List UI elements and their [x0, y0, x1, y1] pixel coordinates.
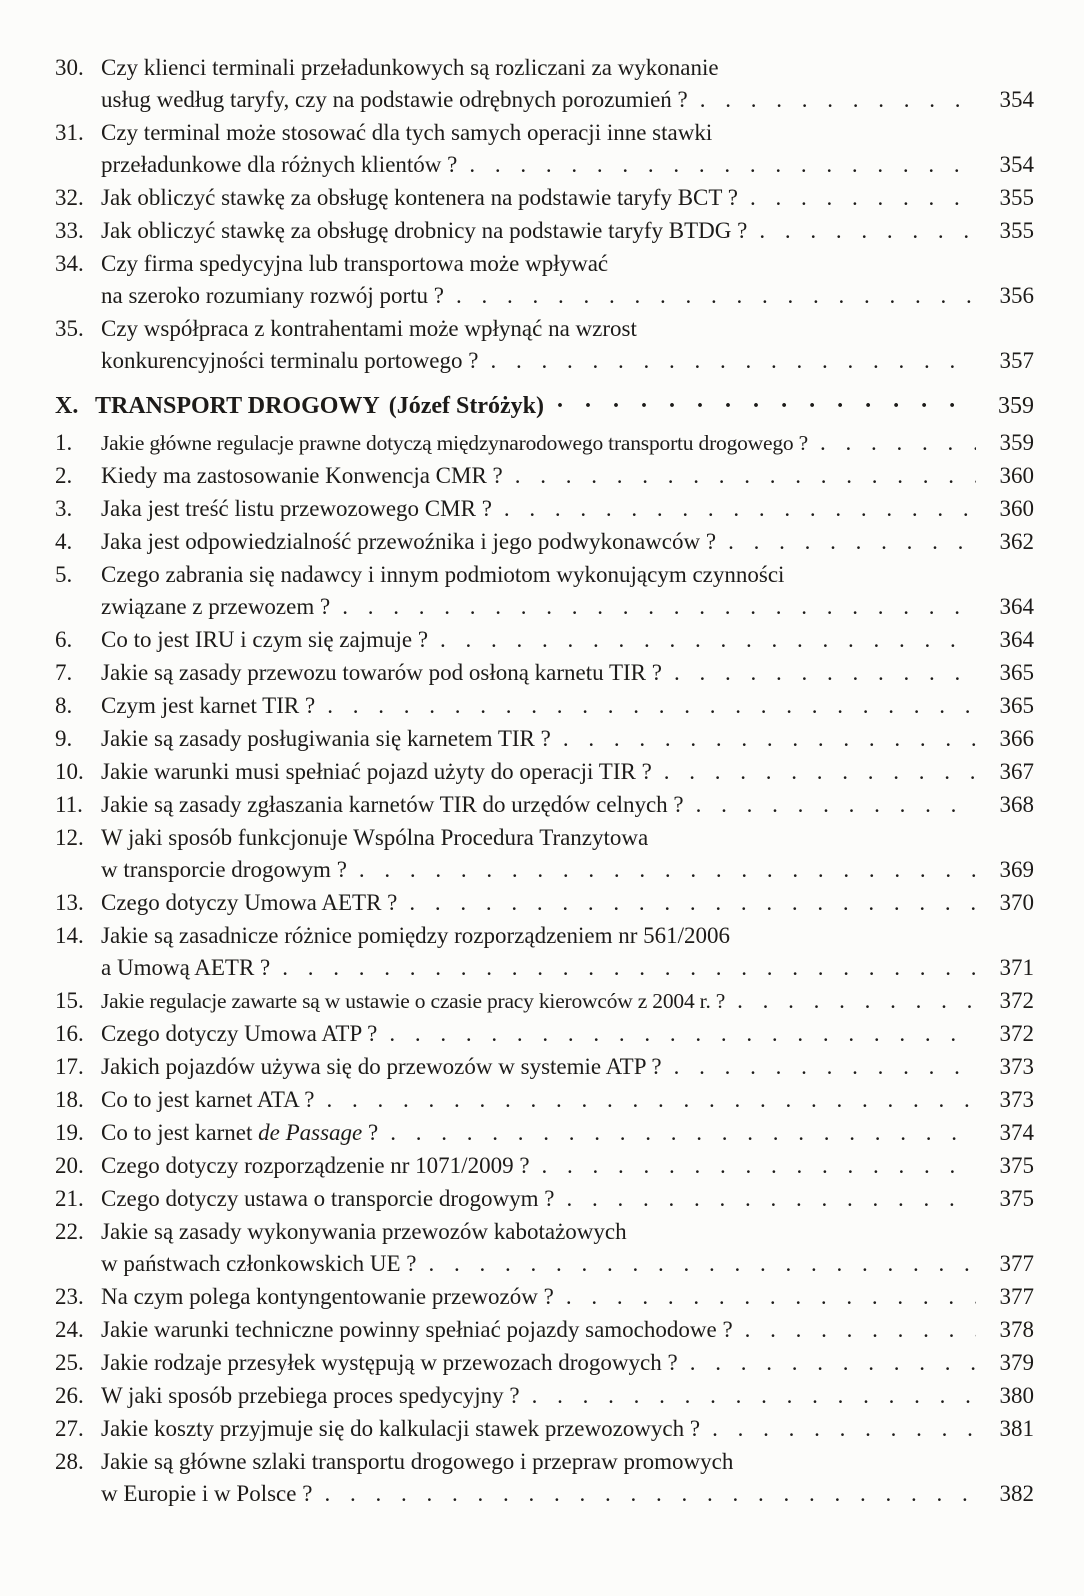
page-number: 364 [999, 594, 1034, 619]
entry-text: Czy firma spedycyjna lub transportowa może wpływać [101, 251, 609, 276]
entry-text: a Umową AETR ? [101, 955, 271, 980]
entry-number: 30. [55, 55, 84, 80]
toc-entry [55, 1117, 1034, 1149]
page-number: 359 [998, 393, 1034, 419]
dot-leader [674, 657, 976, 689]
entry-text: Jakie warunki musi spełniać pojazd użyty do operacji TIR ? [101, 759, 652, 784]
entry-text: Jakie koszty przyjmuje się do kalkulacji stawek przewozowych ? [101, 1416, 701, 1441]
entry-body [101, 215, 1034, 247]
entry-line [101, 723, 1034, 755]
toc-entry [55, 756, 1034, 788]
page-number: 356 [999, 283, 1034, 308]
toc-entry [55, 1347, 1034, 1379]
entry-number: 7. [55, 660, 73, 685]
entry-body [101, 1347, 1034, 1379]
toc-entry [55, 920, 1034, 984]
toc-entry [55, 215, 1034, 247]
page-number: 360 [999, 496, 1034, 521]
entry-number: 4. [55, 529, 73, 554]
entry-body [101, 756, 1034, 788]
entry-line [101, 1314, 1034, 1346]
entry-number: 28. [55, 1449, 84, 1474]
entry-line [101, 985, 1034, 1017]
toc-entry [55, 1413, 1034, 1445]
entry-body [101, 887, 1034, 919]
page-number: 370 [999, 890, 1034, 915]
entry-text: Kiedy ma zastosowanie Konwencja CMR ? [101, 463, 503, 488]
toc-entry [55, 822, 1034, 886]
entry-line [101, 1380, 1034, 1412]
toc-entry [55, 1051, 1034, 1083]
dot-leader [390, 1117, 976, 1149]
dot-leader [389, 1018, 976, 1050]
dot-leader [324, 1478, 976, 1510]
dot-leader [490, 345, 976, 377]
dot-leader [700, 84, 976, 116]
page-number: 359 [999, 430, 1034, 455]
page-number: 369 [999, 857, 1034, 882]
entry-line [101, 313, 1034, 345]
entry-number: 23. [55, 1284, 84, 1309]
entry-body [101, 1380, 1034, 1412]
entry-line [101, 182, 1034, 214]
entry-number: 21. [55, 1186, 84, 1211]
entry-line [101, 117, 1034, 149]
entry-body [101, 1018, 1034, 1050]
entry-line [101, 460, 1034, 492]
entry-line [101, 1084, 1034, 1116]
entry-line [101, 280, 1034, 312]
entry-line [101, 84, 1034, 116]
entry-text: związane z przewozem ? [101, 594, 331, 619]
entry-text: Jaka jest odpowiedzialność przewoźnika i jego podwykonawców ? [101, 529, 717, 554]
page-number: 374 [999, 1120, 1034, 1145]
toc-entry [55, 1446, 1034, 1510]
entry-number: 20. [55, 1153, 84, 1178]
page-number: 379 [999, 1350, 1034, 1375]
toc-entry [55, 1216, 1034, 1280]
entry-text: Czego dotyczy ustawa o transporcie drogowym ? [101, 1186, 555, 1211]
toc-entry [55, 887, 1034, 919]
dot-leader [820, 427, 976, 459]
page-number: 377 [999, 1284, 1034, 1309]
entry-line [101, 1018, 1034, 1050]
page-number: 362 [999, 529, 1034, 554]
dot-leader [440, 624, 976, 656]
entry-line [101, 1446, 1034, 1478]
entry-line [101, 952, 1034, 984]
entry-line [101, 248, 1034, 280]
entry-line [101, 690, 1034, 722]
entry-body [101, 117, 1034, 181]
toc-entry [55, 789, 1034, 821]
entry-line [101, 789, 1034, 821]
dot-leader [326, 1084, 976, 1116]
entry-line [101, 493, 1034, 525]
entry-body [101, 1051, 1034, 1083]
entry-line [101, 345, 1034, 377]
entry-text: Jakie są zasadnicze różnice pomiędzy rozporządzeniem nr 561/2006 [101, 923, 731, 948]
entry-body [101, 1183, 1034, 1215]
section-number: X. [55, 393, 79, 419]
entry-body [101, 559, 1034, 623]
entry-body [101, 1216, 1034, 1280]
entry-number: 6. [55, 627, 73, 652]
entry-body [101, 52, 1034, 116]
entry-line [101, 1413, 1034, 1445]
dot-leader [696, 789, 976, 821]
entry-line [101, 1051, 1034, 1083]
entry-number: 26. [55, 1383, 84, 1408]
page-number: 368 [999, 792, 1034, 817]
entry-line [101, 1183, 1034, 1215]
dot-leader [327, 690, 976, 722]
entry-number: 8. [55, 693, 73, 718]
page-number: 354 [999, 87, 1034, 112]
page-number: 373 [999, 1054, 1034, 1079]
dot-leader [737, 985, 976, 1017]
toc-entry [55, 117, 1034, 181]
entry-text: Jakie rodzaje przesyłek występują w przewozach drogowych ? [101, 1350, 678, 1375]
page-number: 377 [999, 1251, 1034, 1276]
entry-line [101, 1478, 1034, 1510]
dot-leader [566, 1183, 976, 1215]
entry-number: 12. [55, 825, 84, 850]
toc-section [55, 52, 1034, 377]
entry-number: 2. [55, 463, 73, 488]
dot-leader [409, 887, 976, 919]
entry-text: usług według taryfy, czy na podstawie odrębnych porozumień ? [101, 87, 688, 112]
entry-text-segment: Co to jest karnet [101, 1120, 259, 1145]
entry-body [101, 789, 1034, 821]
entry-body [101, 1117, 1034, 1149]
section-heading-text [95, 390, 544, 422]
entry-text: Co to jest IRU i czym się zajmuje ? [101, 627, 429, 652]
dot-leader [750, 182, 976, 214]
entry-text: W jaki sposób przebiega proces spedycyjny ? [101, 1383, 520, 1408]
section-heading-body [95, 390, 1034, 422]
entry-line [101, 657, 1034, 689]
entry-number: 11. [55, 792, 83, 817]
entry-body [101, 690, 1034, 722]
dot-leader [515, 460, 976, 492]
dot-leader [469, 149, 976, 181]
dot-leader [456, 280, 976, 312]
page-number: 364 [999, 627, 1034, 652]
entry-number: 18. [55, 1087, 84, 1112]
entry-line [101, 1281, 1034, 1313]
entry-text: Jakie są zasady przewozu towarów pod osłoną karnetu TIR ? [101, 660, 662, 685]
page-number: 381 [999, 1416, 1034, 1441]
entry-line [101, 427, 1034, 459]
entry-number: 10. [55, 759, 84, 784]
toc-entry [55, 1018, 1034, 1050]
entry-text: Jakie regulacje zawarte są w ustawie o czasie pracy kierowców z 2004 r. ? [101, 989, 726, 1013]
entry-number: 24. [55, 1317, 84, 1342]
entry-number: 31. [55, 120, 84, 145]
toc-entry [55, 690, 1034, 722]
toc-entry [55, 657, 1034, 689]
entry-body [101, 1446, 1034, 1510]
entry-number: 16. [55, 1021, 84, 1046]
entry-body [101, 526, 1034, 558]
toc-entry [55, 526, 1034, 558]
toc-entry [55, 460, 1034, 492]
toc-entry [55, 1084, 1034, 1116]
entry-text: w transporcie drogowym ? [101, 857, 347, 882]
toc-entry [55, 624, 1034, 656]
page-number: 355 [999, 218, 1034, 243]
entry-line [101, 920, 1034, 952]
dot-leader [563, 723, 976, 755]
entry-body [101, 493, 1034, 525]
entry-text: Jak obliczyć stawkę za obsługę drobnicy na podstawie taryfy BTDG ? [101, 218, 748, 243]
toc-entry [55, 723, 1034, 755]
entry-line [101, 756, 1034, 788]
entry-number: 22. [55, 1219, 84, 1244]
toc-entry [55, 1150, 1034, 1182]
entry-line [101, 887, 1034, 919]
entry-body [101, 1314, 1034, 1346]
entry-line [101, 822, 1034, 854]
entry-number: 3. [55, 496, 73, 521]
entry-body [101, 920, 1034, 984]
dot-leader [728, 526, 976, 558]
dot-leader [504, 493, 976, 525]
entry-number: 15. [55, 988, 84, 1013]
toc-entry [55, 493, 1034, 525]
dot-leader [342, 591, 976, 623]
section-author: (Józef Stróżyk) [388, 393, 545, 419]
page-number: 365 [999, 660, 1034, 685]
toc-entry [55, 1183, 1034, 1215]
entry-text: Co to jest karnet ATA ? [101, 1087, 315, 1112]
toc-entry [55, 313, 1034, 377]
section-heading [55, 390, 1034, 422]
entry-line [101, 149, 1034, 181]
entry-text-segment: ? [362, 1120, 379, 1145]
dot-leader [745, 1314, 976, 1346]
page-number: 367 [999, 759, 1034, 784]
toc-entry [55, 559, 1034, 623]
page-number: 380 [999, 1383, 1034, 1408]
entry-text: w państwach członkowskich UE ? [101, 1251, 417, 1276]
entry-body [101, 248, 1034, 312]
entry-number: 9. [55, 726, 73, 751]
dot-leader [690, 1347, 976, 1379]
entry-line [101, 1150, 1034, 1182]
page-number: 357 [999, 348, 1034, 373]
toc-list [55, 52, 1034, 1510]
page-number: 372 [999, 1021, 1034, 1046]
entry-line [101, 1216, 1034, 1248]
entry-line [101, 1248, 1034, 1280]
dot-leader [566, 1281, 976, 1313]
dot-leader [532, 1380, 976, 1412]
entry-text: Jakie warunki techniczne powinny spełniać pojazdy samochodowe ? [101, 1317, 733, 1342]
entry-line [101, 1347, 1034, 1379]
entry-text: Czego zabrania się nadawcy i innym podmiotom wykonującym czynności [101, 562, 785, 587]
entry-line [101, 1117, 1034, 1149]
entry-number: 27. [55, 1416, 84, 1441]
entry-body [101, 1150, 1034, 1182]
entry-text: Jaka jest treść listu przewozowego CMR ? [101, 496, 492, 521]
dot-leader [282, 952, 976, 984]
toc-entry [55, 1380, 1034, 1412]
toc-entry [55, 985, 1034, 1017]
page-number: 355 [999, 185, 1034, 210]
entry-body [101, 624, 1034, 656]
entry-text: w Europie i w Polsce ? [101, 1481, 313, 1506]
entry-text: na szeroko rozumiany rozwój portu ? [101, 283, 444, 308]
entry-text: W jaki sposób funkcjonuje Wspólna Procedura Tranzytowa [101, 825, 649, 850]
page-number: 375 [999, 1153, 1034, 1178]
entry-text: Czy terminal może stosować dla tych samych operacji inne stawki [101, 120, 713, 145]
entry-body [101, 822, 1034, 886]
entry-text: Jakich pojazdów używa się do przewozów w systemie ATP ? [101, 1054, 662, 1079]
entry-number: 34. [55, 251, 84, 276]
page-number: 375 [999, 1186, 1034, 1211]
entry-text: Jakie są zasady posługiwania się karnetem TIR ? [101, 726, 551, 751]
toc-entry [55, 427, 1034, 459]
entry-text: Jakie główne regulacje prawne dotyczą międzynarodowego transportu drogowego ? [101, 431, 808, 455]
page-number: 360 [999, 463, 1034, 488]
toc-entry [55, 1281, 1034, 1313]
entry-body [101, 427, 1034, 459]
page-number: 365 [999, 693, 1034, 718]
entry-number: 1. [55, 430, 73, 455]
entry-body [101, 1084, 1034, 1116]
entry-number: 35. [55, 316, 84, 341]
entry-line [101, 526, 1034, 558]
dot-leader [359, 854, 976, 886]
entry-number: 25. [55, 1350, 84, 1375]
dot-leader [429, 1248, 976, 1280]
entry-text [101, 1117, 378, 1149]
entry-line [101, 591, 1034, 623]
dot-leader [556, 390, 976, 422]
entry-number: 13. [55, 890, 84, 915]
entry-number: 19. [55, 1120, 84, 1145]
entry-line [101, 559, 1034, 591]
toc-entry [55, 52, 1034, 116]
dot-leader [759, 215, 976, 247]
entry-text: Czy współpraca z kontrahentami może wpłynąć na wzrost [101, 316, 637, 341]
entry-body [101, 1281, 1034, 1313]
page-number: 371 [999, 955, 1034, 980]
entry-number: 17. [55, 1054, 84, 1079]
dot-leader [712, 1413, 976, 1445]
entry-body [101, 1413, 1034, 1445]
page-number: 373 [999, 1087, 1034, 1112]
entry-text: Czy klienci terminali przeładunkowych są rozliczani za wykonanie [101, 55, 719, 80]
entry-number: 14. [55, 923, 84, 948]
entry-text-segment: de Passage [258, 1120, 363, 1145]
page-number: 366 [999, 726, 1034, 751]
section-heading-line [95, 390, 1034, 422]
entry-line [101, 52, 1034, 84]
entry-text: Czym jest karnet TIR ? [101, 693, 316, 718]
entry-text: Czego dotyczy Umowa ATP ? [101, 1021, 378, 1046]
section-title: TRANSPORT DROGOWY [95, 393, 380, 419]
entry-text: Jakie są zasady wykonywania przewozów kabotażowych [101, 1219, 627, 1244]
entry-text: Jak obliczyć stawkę za obsługę kontenera na podstawie taryfy BCT ? [101, 185, 738, 210]
entry-text: Czego dotyczy rozporządzenie nr 1071/2009 ? [101, 1153, 530, 1178]
entry-text: przeładunkowe dla różnych klientów ? [101, 152, 458, 177]
entry-text: Czego dotyczy Umowa AETR ? [101, 890, 398, 915]
entry-text: konkurencyjności terminalu portowego ? [101, 348, 479, 373]
dot-leader [542, 1150, 976, 1182]
entry-text: Jakie są zasady zgłaszania karnetów TIR do urzędów celnych ? [101, 792, 684, 817]
entry-line [101, 854, 1034, 886]
entry-body [101, 985, 1034, 1017]
entry-body [101, 723, 1034, 755]
entry-text: Jakie są główne szlaki transportu drogowego i przepraw promowych [101, 1449, 734, 1474]
page-number: 372 [999, 988, 1034, 1013]
entry-body [101, 313, 1034, 377]
toc-entry [55, 248, 1034, 312]
page-number: 378 [999, 1317, 1034, 1342]
entry-body [101, 182, 1034, 214]
dot-leader [664, 756, 976, 788]
page-number: 354 [999, 152, 1034, 177]
entry-body [101, 460, 1034, 492]
toc-entry [55, 182, 1034, 214]
toc-section [55, 390, 1034, 1510]
entry-number: 33. [55, 218, 84, 243]
entry-line [101, 624, 1034, 656]
entry-line [101, 215, 1034, 247]
dot-leader [674, 1051, 976, 1083]
entry-text: Na czym polega kontyngentowanie przewozów ? [101, 1284, 554, 1309]
entry-number: 5. [55, 562, 73, 587]
toc-entry [55, 1314, 1034, 1346]
page-number: 382 [999, 1481, 1034, 1506]
entry-body [101, 657, 1034, 689]
entry-number: 32. [55, 185, 84, 210]
